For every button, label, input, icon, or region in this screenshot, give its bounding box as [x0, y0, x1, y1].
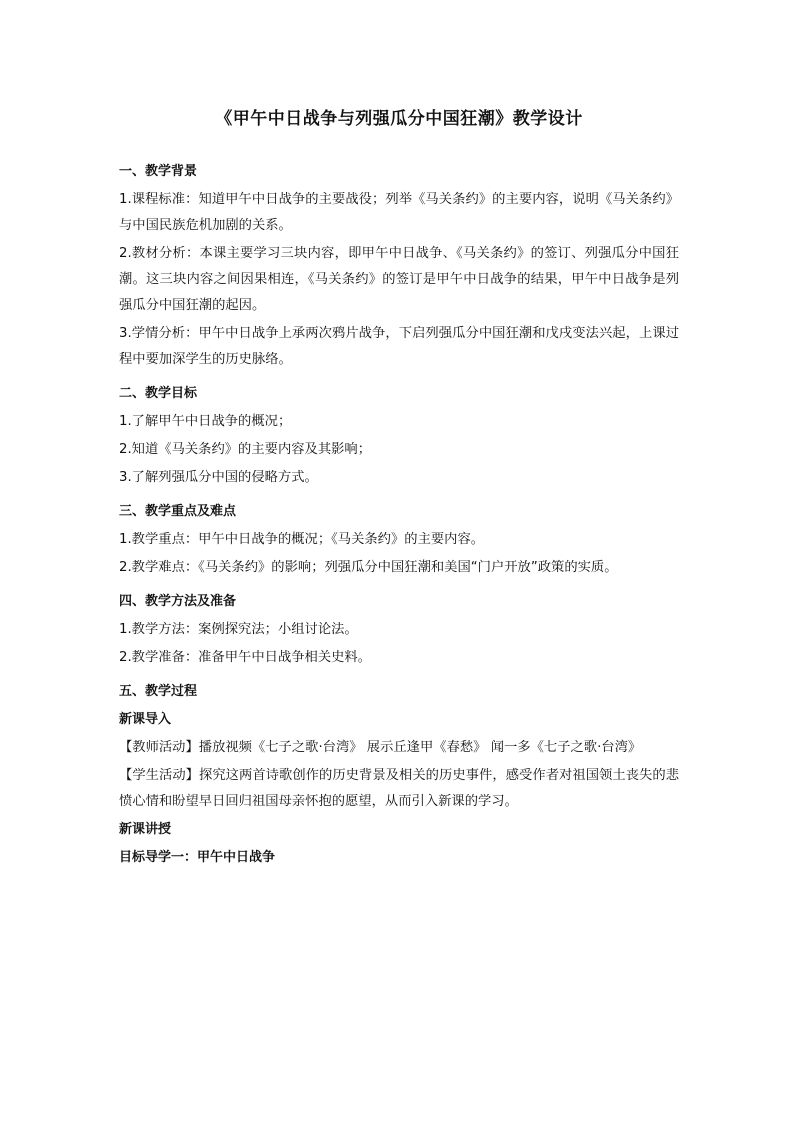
objective-item: 1.了解甲午中日战争的概况；	[119, 414, 292, 429]
teacher-activity: 【教师活动】播放视频《七子之歌·台湾》 展示丘逢甲《春愁》 闻一多《七子之歌·台湾》	[119, 740, 642, 755]
paragraph-curriculum-standard: 1.课程标准：知道甲午中日战争的主要战役；列举《马关条约》的主要内容，说明《马关条约》与中国民族危机加剧的关系。	[119, 192, 679, 233]
section-process	[119, 681, 679, 871]
student-activity: 【学生活动】探究这两首诗歌创作的历史背景及相关的历史事件，感受作者对祖国领土丧失的悲愤心情和盼望早日回归祖国母亲怀抱的愿望，从而引入新课的学习。	[119, 768, 679, 809]
goal-heading: 目标导学一：甲午中日战争	[119, 850, 276, 865]
intro-heading: 新课导入	[119, 712, 172, 727]
section-heading: 一、教学背景	[119, 164, 198, 179]
section-objectives	[119, 383, 679, 491]
key-point-item: 1.教学重点：甲午中日战争的概况；《马关条约》的主要内容。	[119, 532, 485, 547]
section-heading: 四、教学方法及准备	[119, 594, 237, 609]
paragraph-textbook-analysis: 2.教材分析：本课主要学习三块内容，即甲午中日战争、《马关条约》的签订、列强瓜分中国狂潮。这三块内容之间因果相连，《马关条约》的签订是甲午中日战争的结果，甲午中日战争是列强瓜分中国狂潮的起因。	[119, 246, 679, 313]
section-background	[119, 161, 679, 373]
objective-item: 3.了解列强瓜分中国的侵略方式。	[119, 470, 318, 485]
method-item: 1.教学方法：案例探究法；小组讨论法。	[119, 622, 358, 637]
paragraph-student-analysis: 3.学情分析：甲午中日战争上承两次鸦片战争，下启列强瓜分中国狂潮和戊戌变法兴起，上课过程中要加深学生的历史脉络。	[119, 326, 679, 367]
lecture-heading: 新课讲授	[119, 822, 172, 837]
section-heading: 五、教学过程	[119, 684, 198, 699]
document-title: 《甲午中日战争与列强瓜分中国狂潮》教学设计	[215, 109, 583, 129]
objective-item: 2.知道《马关条约》的主要内容及其影响；	[119, 442, 372, 457]
section-key-points	[119, 501, 679, 581]
section-heading: 三、教学重点及难点	[119, 504, 237, 519]
document-body	[119, 107, 679, 881]
preparation-item: 2.教学准备：准备甲午中日战争相关史料。	[119, 650, 372, 665]
section-heading: 二、教学目标	[119, 386, 198, 401]
section-methods	[119, 591, 679, 671]
difficulty-item: 2.教学难点：《马关条约》的影响；列强瓜分中国狂潮和美国“门户开放”政策的实质。	[119, 560, 618, 575]
